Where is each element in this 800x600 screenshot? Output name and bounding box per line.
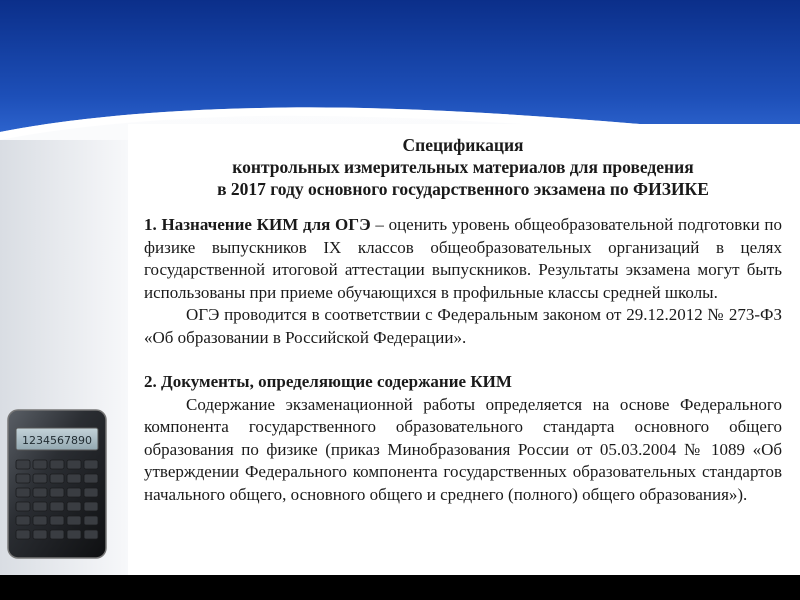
title-line-1: Спецификация <box>402 135 524 155</box>
specification-document <box>128 124 800 575</box>
title-line-3: в 2017 году основного государственного экзамена по ФИЗИКЕ <box>217 179 709 199</box>
calculator-icon <box>2 406 112 562</box>
title-line-2: контрольных измерительных материалов для проведения <box>232 157 694 177</box>
section-1-text: – оценить уровень общеобразовательной подготовки по физике выпускников IX классов общеобразовательных организаций в целях государственной итоговой аттестации выпускников. Результаты экзамена могут быть использованы при приеме обучающихся в профильные классы средней школы. <box>144 215 783 302</box>
section-purpose <box>144 214 782 349</box>
section-2-text: Содержание экзаменационной работы определяется на основе Федерального компонента государственного образовательного стандарта основного общего образования по физике (приказ Минобразования России от 05.03.2004 № 1089 «Об утверждении Федерального компонента государственных образовательных стандартов начального общего, основного общего и среднего (полного) общего образования»). <box>144 394 782 504</box>
section-2-heading: 2. Документы, определяющие содержание КИМ <box>144 372 512 391</box>
section-documents <box>144 371 782 506</box>
section-1-paragraph-2: ОГЭ проводится в соответствии с Федеральным законом от 29.12.2012 № 273-ФЗ «Об образовании в Российской Федерации». <box>144 305 782 347</box>
document-title <box>144 134 782 200</box>
section-1-heading: 1. Назначение КИМ для ОГЭ <box>144 215 371 234</box>
bottom-bar <box>0 575 800 600</box>
calculator-display: 1234567890 <box>22 434 92 447</box>
